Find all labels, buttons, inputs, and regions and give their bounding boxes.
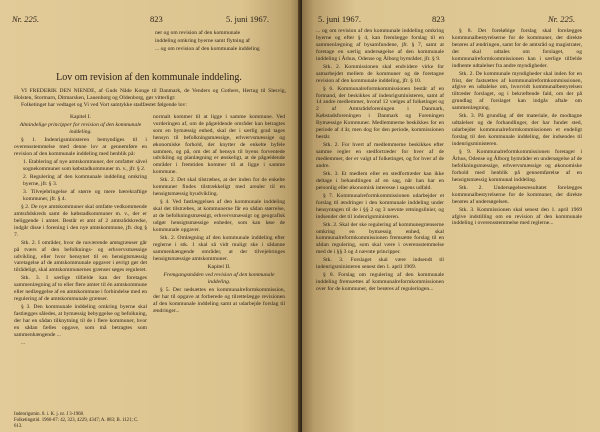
law-preamble: VI FREDERIK DEN NIENDE, af Guds Nåde Konge til Danmark, de Venders og Gothers, Hertug til Slesvig, Holsten, Stormarn, Ditmarsken, Lauenborg og Oldenborg, gør vitterligt: Folketinget har vedtaget og Vi ved Vort samtykke stadfæstet følgende lov: bbox=[14, 88, 286, 108]
right-page-number: Nr. 225. bbox=[548, 14, 576, 24]
left-page-date: 5. juni 1967. bbox=[226, 14, 269, 24]
paragraph: § 3. Den kommunale inddeling omkring byerne skal fastlægges således, at bymæssig bebyggelse og befolkning, der har en sådan tilknytning til de i flere kommuner, hvor en sådan fælles opgave, som må betragtes som sammenhængende ... bbox=[14, 304, 147, 338]
paragraph: Stk. 3. I særlige tilfælde kan der foretages sammenlægning af to eller flere amter til én amtskommune eller nedlæggelse af en amtskommune i forbindelse med en regulering af de amtskommunale grænser. bbox=[14, 275, 147, 303]
paragraph: Stk. 2. For hvert af medlemmerne beskikkes efter samme regler en stedfortræder for hver af de medlemmer, der er valgt af folketinget, og for hver af de andre. bbox=[316, 142, 444, 169]
left-page-number: Nr. 225. bbox=[12, 14, 40, 24]
paragraph: Stk. 3. Forslaget skal være indsendt til indenrigsministeren senest den 1. april 1969. bbox=[316, 257, 444, 271]
paragraph: § 4. Ved fastlæggelsen af den kommunale inddeling skal det tilstræbes, at kommunerne får en sådan størrelse, at de befolkningsmæssigt, erhvervsmæssigt og geografisk udgør hensigtsmæssige enheder, som kan løse de kommunale opgaver. bbox=[153, 199, 285, 233]
list-item: 3. Tilvejebringelse af større og mere bærekraftige kommuner, jfr. § 4. bbox=[23, 189, 147, 202]
paragraph: § 6. Kommunalreformkommissionen består af en formand, der beskikkes af indenrigsministeren, samt af 14 andre medlemmer, hvoraf 12 vælges af folketinget og 2 af Amtsrådsforeningen i Danmark, Købstadsforeningen i Danmark og Foreningen Bymæssige Kommuner. Medlemmerne beskikkes for en periode af 4 år, men dog for den periode, kommissionen består. bbox=[316, 85, 444, 140]
paragraph: Stk. 3. Et medlem eller en stedfortræder kan ikke deltage i behandlingen af en sag, når han har en personlig eller økonomisk interesse i sagens udfald. bbox=[316, 170, 444, 191]
footnote: Indenrigsmin. 8. i. K. j. nr. J 3-1968. Folketingstid. 1966-67: 42, 323, 4229, 4347; A. 883; B. 1121; C. 613. bbox=[14, 412, 139, 429]
chapter-subtitle: Almindelige principper for revision af den kommunale inddeling. bbox=[19, 122, 142, 135]
chapter-subtitle: Fremgangsmåden ved revision af den kommunale inddeling. bbox=[163, 271, 275, 285]
paragraph: § 1. Indenrigsministeren bemyndiges til i overensstemmelse med denne lov at gennemføre en revision af den kommunale inddeling med henblik på: bbox=[14, 137, 147, 157]
left-column-2 bbox=[153, 114, 285, 316]
right-page-folio: 823 bbox=[432, 14, 445, 24]
paragraph: Stk. 2. I områder, hvor de nuværende amtsgrænser går på tværs af den befolknings- og erhvervsmæssige udvikling, eller hvor hensynet til en hensigtsmæssig varetagelse af de amtskommunale opgaver i øvrigt gør det tilrådeligt, skal amtskommunernes grænser søges reguleret. bbox=[14, 239, 147, 274]
paragraph: Stk. 2. Det skal tilstræbes, at der inden for de enkelte kommuner findes tilstrækkeligt med arealer til en hensigtsmæssig byudvikling. bbox=[153, 177, 285, 198]
paragraph: § 9. Kommunalreformkommissionen foretager i Århus, Odense og Ålborg bymråder en undersøgelse af de befolkningsmæssige, erhvervsmæssige og økonomiske forhold med henblik på gennemførelse af en hensigtsmæssig kommunal inddeling. bbox=[452, 148, 582, 183]
paragraph: Stk. 3. Kommissionen skal senest den 1. april 1969 afgive indstilling om en revision af den kommunale inddeling i overensstemmelse med reglerne... bbox=[452, 206, 582, 227]
paragraph: Stk. 2. Omlægning af den kommunale inddeling efter reglerne i stk. 1 skal så vidt muligt ske i sådanne sammenhængende områder, at der tilvejebringes hensigtsmæssige amtskommuner. bbox=[153, 234, 285, 262]
paragraph: § 5. Der nedsættes en kommunalreformkommission, der har til opgave at forberede og tilrettelægge revisionen af den kommunale inddeling samt at udarbejde forslag til ændringer... bbox=[153, 286, 285, 314]
paragraph: § 7. Kommunalreformkommissionen udarbejder et forslag til ændringer i den kommunale inddeling under hensyntagen til de i §§ 2 og 3 nævnte retningslinier, og indsender det til indenrigsministeren. bbox=[316, 192, 444, 220]
paragraph: ... og om revision af den kommunale inddeling omkring byerne og efter § 4, kan fremlægge forslag til en sammenlægning af bysamfundene, jfr. § 7, samt at foretage en særlig undersøgelse af den kommunale inddeling i Århus, Odense og Ålborg bymråder, jfr. § 9. bbox=[316, 28, 444, 62]
list-item: 1. Etablering af nye amtskommuner, der omfatter såvel sognekommuner som købstadkommuner m. v., jfr. § 2. bbox=[23, 159, 147, 172]
paragraph: normalt kommer til at ligge i samme kommune. Ved vurderingen af, om de pågældende områder kan betragtes som en bymæssig enhed, skal der i særlig grad tages hensyn til befolkningsmæssige, erhvervsmæssige og økonomiske forhold, der knytter de enkelte byfele sammen, og på, om det af hensyn til byens forventede udvikling og planlægning er ønskeligt, at de pågældende områder i fremtiden kommer til at ligge i samme kommune. bbox=[153, 114, 285, 176]
paragraph: Stk. 2. Kommissionen skal endvidere virke for samarbejdet mellem de kommuner og de foretagne revision af den kommunale inddeling, jfr. § 10. bbox=[316, 63, 444, 84]
paragraph: Stk. 2. Undersøgelsesresultatet forelægges kommunalbestyrelserne for de kommuner, der direkte berøres af undersøgelsen. bbox=[452, 184, 582, 205]
right-column-2 bbox=[452, 28, 582, 229]
paragraph: Stk. 2. De kommunale myndigheder skal inden for en frist, der fastsættes af kommunalreformkommissionen, afgive en udtalelse om, hvorvidt kommunalbestyrelsen tiltræder forslaget, og i bekræftende fald, om der på grundlag af forslaget kan indgås aftale om sammenlægning. bbox=[452, 70, 582, 112]
paragraph: Stk. 2. Skal der ske regulering af kommunegrænserne omkring en bymæssig enhed, skal kommunalreformkommissionen fremsætte forslag til en sådan regulering, som skal være i overensstemmelse med de i §§ 3 og 4 nævnte principper. bbox=[316, 221, 444, 256]
chapter-heading: Kapitel I. bbox=[69, 114, 92, 120]
left-top-fragment: ner og om revision af den kommunale inddeling omkring byerne samt flytning af ... og om revision af den kommunale inddeling bbox=[155, 30, 260, 53]
paragraph: § 8. Det foreløbige forslag skal forelægges kommunalbestyrelserne for de kommuner, der direkte berøres af ændringen, samt for de amtsråd og magistrater, der skal udtales om forslaget, og kommunalreformkommissionen kan i særlige tilfælde indhente udtalelser fra andre myndigheder. bbox=[452, 28, 582, 69]
chapter-heading: Kapitel II. bbox=[207, 263, 231, 270]
law-title: Lov om revision af den kommunale inddeling. bbox=[56, 72, 242, 83]
list-item: 2. Regulering af den kommunale inddeling omkring byerne, jfr. § 3. bbox=[23, 174, 147, 187]
right-page bbox=[302, 0, 600, 432]
right-page-date: 5. juni 1967. bbox=[318, 14, 361, 24]
paragraph: § 2. De nye amtskommuner skal omfatte vedkommende amtsrådskreds samt de købstadkommuner m. v., der er beliggende i amtet. Består et amt af 2 amtsrådskredse, indgår disse i forening i den nye amtskommune, jfr. dog § 7. bbox=[14, 204, 147, 238]
left-page-folio: 823 bbox=[150, 14, 163, 24]
right-column-1 bbox=[316, 28, 444, 294]
paragraph: Stk. 3. På grundlag af det materiale, de modtagne udtalelser og de forhandlinger, der har fundet sted, udarbejder kommunalreformkommissionen et endeligt forslag til den kommunale inddeling, der indsendes til indenrigsministeren. bbox=[452, 113, 582, 147]
paragraph: § 8. Forslag om regulering af den kommunale inddeling fremsættes af kommunalreformkommissionen over for de kommuner, der berøres af reguleringen... bbox=[316, 272, 444, 293]
paragraph: ... bbox=[21, 339, 26, 346]
left-column-1 bbox=[14, 114, 147, 348]
